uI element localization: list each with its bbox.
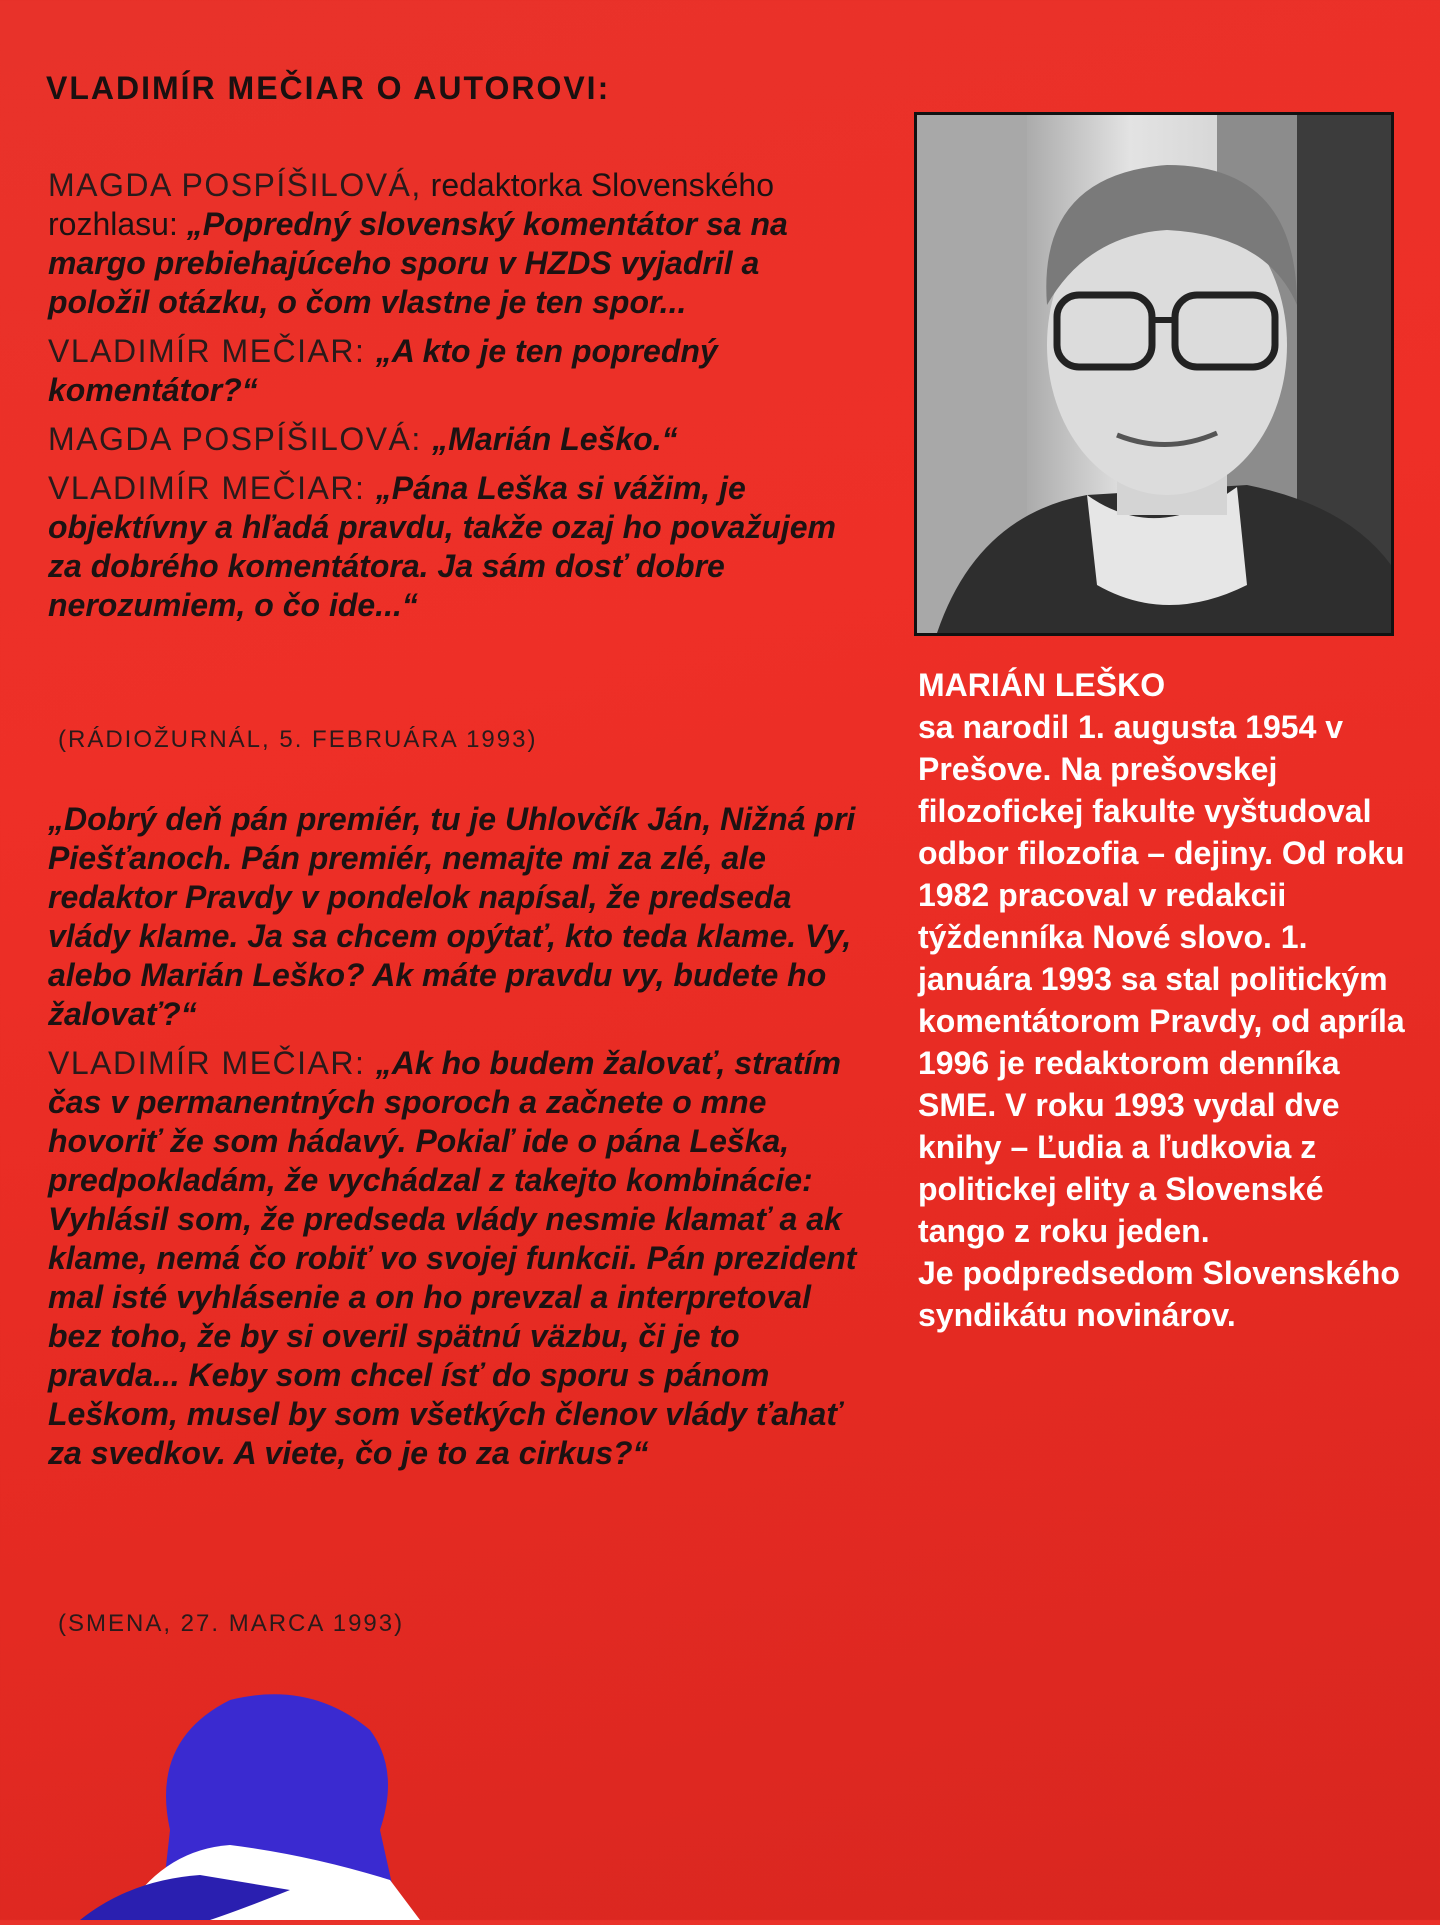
- caller-quote: „Dobrý deň pán premiér, tu je Uhlovčík Ján, Nižná pri Piešťanoch. Pán premiér, nemajte mi za zlé, ale redaktor Pravdy v pondelok napísal, že predseda vlády klame. Ja sa chcem opýtať, kto teda klame. Vy, alebo Marián Leško? Ak máte pravdu vy, budete ho žalovať?“: [48, 801, 856, 1032]
- bio-paragraph: sa narodil 1. augusta 1954 v Prešove. Na prešovskej filozofickej fakulte vyštudoval odbor filozofia – dejiny. Od roku 1982 pracoval v redakcii týždenníka Nové slovo. 1. januára 1993 sa stal politickým komentátorom Pravdy, od apríla 1996 je redaktorom denníka SME. V roku 1993 vydal dve knihy – Ľudia a ľudkovia z politickej elity a Slovenské tango z roku jeden.: [918, 709, 1405, 1249]
- speaker-label: VLADIMÍR MEČIAR:: [48, 470, 376, 506]
- silhouette-graphic: [80, 1680, 440, 1920]
- speaker-label: VLADIMÍR MEČIAR:: [48, 1045, 376, 1081]
- quote: „Pána Leška si vážim, je objektívny a hľadá pravdu, takže ozaj ho považujem za dobrého komentátora. Ja sám dosť dobre nerozumiem, o čo ide...“: [48, 470, 836, 623]
- interview-newspaper: [48, 800, 868, 1473]
- speaker-label: MAGDA POSPÍŠILOVÁ:: [48, 421, 433, 457]
- quote: „Ak ho budem žalovať, stratím čas v permanentných sporoch a začnete o mne hovoriť že som hádavý. Pokiaľ ide o pána Leška, predpokladám, že vychádzal z takejto kombinácie: Vyhlásil som, že predseda vlády nesmie klamať a ak klame, nemá čo robiť vo svojej funkcii. Pán prezident mal isté vyhlásenie a on ho prevzal a interpretoval bez toho, že by si overil spätnú väzbu, či je to pravda... Keby som chcel ísť do sporu s pánom Leškom, musel by som všetkých členov vlády ťahať za svedkov. A viete, čo je to za cirkus?“: [48, 1045, 857, 1471]
- source-citation: (SMENA, 27. MARCA 1993): [58, 1610, 405, 1637]
- quote: „Popredný slovenský komentátor sa na margo prebiehajúceho sporu v HZDS vyjadril a položil otázku, o čom vlastne je ten spor...: [48, 206, 788, 320]
- author-photo: [914, 112, 1394, 636]
- bio-paragraph: Je podpredsedom Slovenského syndikátu novinárov.: [918, 1255, 1400, 1333]
- author-name: MARIÁN LEŠKO: [918, 667, 1166, 703]
- speaker-label: VLADIMÍR MEČIAR:: [48, 333, 376, 369]
- page-heading: VLADIMÍR MEČIAR O AUTOROVI:: [46, 70, 611, 106]
- quote: „A kto je ten popredný komentátor?“: [48, 333, 718, 408]
- speaker-role: redaktorka Slovenského rozhlasu:: [48, 167, 774, 242]
- interview-radio: [48, 166, 868, 625]
- speaker-label: MAGDA POSPÍŠILOVÁ,: [48, 167, 422, 203]
- author-bio: [918, 664, 1408, 1336]
- quote: „Marián Leško.“: [432, 421, 678, 457]
- source-citation: (RÁDIOŽURNÁL, 5. FEBRUÁRA 1993): [58, 726, 538, 753]
